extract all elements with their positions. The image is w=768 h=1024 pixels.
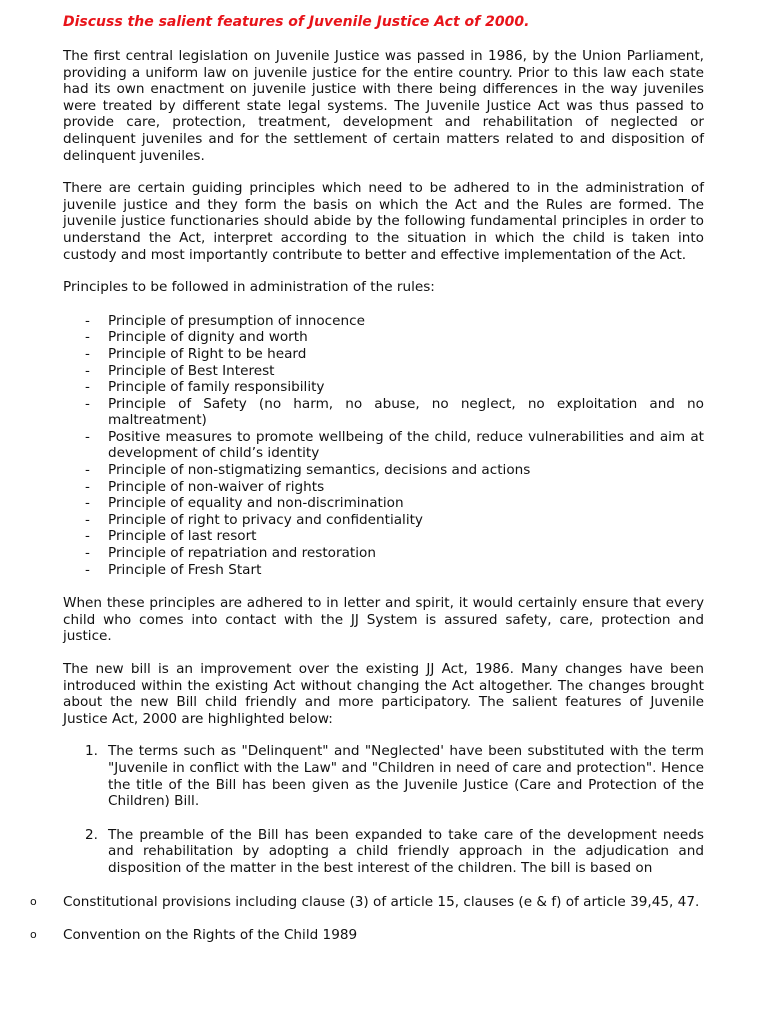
circle-bullet: o — [30, 928, 37, 942]
basis-text: Constitutional provisions including clause (3) of article 15, clauses (e & f) of article 39,45, 47. — [63, 893, 700, 910]
principle-text: Principle of Safety (no harm, no abuse, no neglect, no exploitation and no maltreatment) — [108, 395, 704, 429]
principles-conclusion-paragraph: When these principles are adhered to in letter and spirit, it would certainly ensure that every child who comes into contact with the JJ System is assured safety, care, protection and justice. — [63, 595, 704, 645]
principle-text: Principle of right to privacy and confidentiality — [108, 511, 423, 528]
principle-item — [63, 329, 704, 346]
principle-item — [63, 346, 704, 363]
principle-text: Principle of dignity and worth — [108, 329, 308, 346]
document-page — [30, 14, 704, 961]
principle-text: Principle of presumption of innocence — [108, 312, 365, 329]
principle-item — [63, 379, 704, 396]
circle-bullet: o — [30, 894, 37, 908]
principle-text: Principle of Best Interest — [108, 362, 275, 379]
feature-text: The terms such as "Delinquent" and "Neglected' have been substituted with the term "Juvenile in conflict with the Law" and "Children in need of care and protection". Hence the title of the Bill has been given as the Juvenile Justice (Care and Protection of the Children) Bill. — [108, 743, 704, 810]
dash-bullet: - — [85, 528, 90, 545]
principle-item — [63, 363, 704, 380]
dash-bullet: - — [85, 312, 90, 329]
document-title: Discuss the salient features of Juvenile Justice Act of 2000. — [63, 14, 530, 30]
principle-text: Principle of Fresh Start — [108, 561, 262, 578]
principle-text: Principle of Right to be heard — [108, 345, 307, 362]
dash-bullet: - — [85, 379, 90, 396]
dash-bullet: - — [85, 511, 90, 528]
principle-item — [63, 429, 704, 462]
principle-item — [63, 545, 704, 562]
basis-item — [30, 927, 704, 944]
dash-bullet: - — [85, 545, 90, 562]
guiding-principles-paragraph: There are certain guiding principles which need to be adhered to in the administration of juvenile justice and they form the basis on which the Act and the Rules are formed. The juvenile justice functionaries should abide by the following fundamental principles in order to understand the Act, interpret according to the situation in which the child is taken into custody and most importantly contribute to better and effective implementation of the Act. — [63, 180, 704, 263]
intro-paragraph: The first central legislation on Juvenile Justice was passed in 1986, by the Union Parliament, providing a uniform law on juvenile justice for the entire country. Prior to this law each state had its own enactment on juvenile justice with there being differences in the way juveniles were treated by different state legal systems. The Juvenile Justice Act was thus passed to provide care, protection, treatment, development and rehabilitation of neglected or delinquent juveniles and for the settlement of certain matters related to and disposition of delinquent juveniles. — [63, 48, 704, 164]
new-bill-paragraph: The new bill is an improvement over the existing JJ Act, 1986. Many changes have been introduced within the existing Act without changing the Act altogether. The changes brought about the new Bill child friendly and more participatory. The salient features of Juvenile Justice Act, 2000 are highlighted below: — [63, 661, 704, 727]
dash-bullet: - — [85, 462, 90, 479]
dash-bullet: - — [85, 395, 90, 412]
principle-item — [63, 528, 704, 545]
basis-text: Convention on the Rights of the Child 1989 — [63, 927, 358, 944]
dash-bullet: - — [85, 561, 90, 578]
feature-number: 2. — [85, 826, 98, 843]
principle-item — [63, 313, 704, 330]
dash-bullet: - — [85, 478, 90, 495]
dash-bullet: - — [85, 495, 90, 512]
feature-item — [63, 827, 704, 877]
dash-bullet: - — [85, 428, 90, 445]
feature-item — [63, 743, 704, 809]
feature-number: 1. — [85, 743, 98, 760]
principle-item — [63, 479, 704, 496]
basis-list — [30, 893, 704, 944]
principle-text: Positive measures to promote wellbeing of the child, reduce vulnerabilities and aim at development of child’s identity — [108, 428, 704, 462]
principle-item — [63, 562, 704, 579]
principle-text: Principle of non-waiver of rights — [108, 478, 325, 495]
dash-bullet: - — [85, 362, 90, 379]
principle-item — [63, 396, 704, 429]
principle-text: Principle of non-stigmatizing semantics, decisions and actions — [108, 462, 531, 479]
principle-item — [63, 512, 704, 529]
principle-item — [63, 462, 704, 479]
basis-item — [30, 893, 704, 911]
principle-text: Principle of family responsibility — [108, 379, 325, 396]
principle-text: Principle of repatriation and restoration — [108, 545, 376, 562]
dash-bullet: - — [85, 345, 90, 362]
feature-text: The preamble of the Bill has been expanded to take care of the development needs and rehabilitation by adopting a child friendly approach in the adjudication and disposition of the matter in the best interest of the children. The bill is based on — [108, 826, 704, 876]
principles-list — [63, 313, 704, 579]
principles-intro: Principles to be followed in administration of the rules: — [63, 279, 435, 296]
dash-bullet: - — [85, 329, 90, 346]
principle-text: Principle of last resort — [108, 528, 257, 545]
principle-text: Principle of equality and non-discrimination — [108, 495, 404, 512]
features-list — [63, 743, 704, 876]
principle-item — [63, 495, 704, 512]
